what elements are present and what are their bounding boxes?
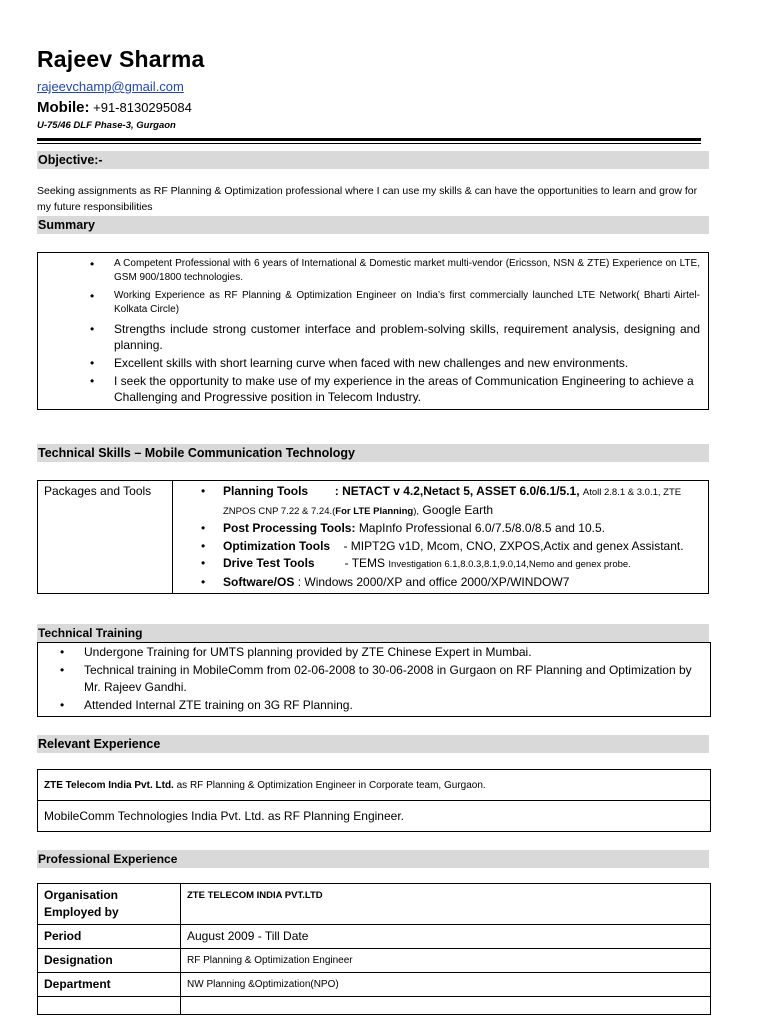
list-item: • Attended Internal ZTE training on 3G RF Planning.	[38, 697, 710, 715]
training-list	[38, 644, 710, 714]
candidate-name: Rajeev Sharma	[37, 46, 205, 72]
list-item: • Undergone Training for UMTS planning provided by ZTE Chinese Expert in Mumbai.	[38, 644, 710, 662]
skills-table	[37, 480, 709, 594]
professional-heading: Professional Experience	[37, 850, 709, 868]
address: U-75/46 DLF Phase-3, Gurgaon	[37, 120, 176, 131]
relevant-table	[37, 769, 711, 832]
list-item: • Strengths include strong customer interface and problem-solving skills, requirement analysis, designing and planning.	[38, 321, 708, 353]
label-empty	[38, 997, 181, 1015]
list-item: • Optimization Tools - MIPT2G v1D, Mcom, CNO, ZXPOS,Actix and genex Assistant.	[173, 538, 704, 556]
list-item: • Drive Test Tools - TEMS Investigation 6.1,8.0.3,8.1,9.0,14,Nemo and genex probe.	[173, 555, 704, 574]
relevant-heading: Relevant Experience	[37, 735, 709, 753]
summary-box	[37, 252, 709, 410]
tools-list	[173, 483, 704, 591]
mobile-label: Mobile:	[37, 99, 90, 116]
list-item: • Planning Tools : NETACT v 4.2,Netact 5, ASSET 6.0/6.1/5.1, Atoll 2.8.1 & 3.0.1, ZTE ZNPOS CNP 7.22 & 7.24.(For LTE Planning), Google Earth	[173, 483, 704, 520]
list-item: • Excellent skills with short learning curve when faced with new challenges and new environments.	[38, 355, 708, 371]
value-department: NW Planning &Optimization(NPO)	[181, 973, 711, 997]
summary-list	[38, 257, 708, 405]
training-heading: Technical Training	[37, 624, 709, 642]
label-period: Period	[38, 925, 181, 949]
email-link[interactable]: rajeevchamp@gmail.com	[37, 79, 184, 94]
label-designation: Designation	[38, 949, 181, 973]
mobile-line	[37, 99, 192, 116]
tools-cell	[173, 481, 709, 594]
relevant-row: MobileComm Technologies India Pvt. Ltd. as RF Planning Engineer.	[38, 801, 711, 832]
professional-table	[37, 883, 711, 1015]
value-designation: RF Planning & Optimization Engineer	[181, 949, 711, 973]
value-period: August 2009 - Till Date	[181, 925, 711, 949]
objective-text: Seeking assignments as RF Planning & Optimization professional where I can use my skills & can have the opportunities to learn and grow for my future responsibilities	[37, 185, 698, 213]
value-empty	[181, 997, 711, 1015]
packages-label: Packages and Tools	[38, 481, 173, 594]
list-item: • Post Processing Tools: MapInfo Professional 6.0/7.5/8.0/8.5 and 10.5.	[173, 520, 704, 538]
label-organisation: Organisation Employed by	[38, 884, 181, 925]
header-divider-thin	[37, 143, 701, 144]
list-item: • Software/OS : Windows 2000/XP and office 2000/XP/WINDOW7	[173, 574, 704, 592]
list-item: • Technical training in MobileComm from 02-06-2008 to 30-06-2008 in Gurgaon on RF Planning and Optimization by Mr. Rajeev Gandhi.	[38, 662, 710, 697]
list-item: • Working Experience as RF Planning & Optimization Engineer on India’s first commercially launched LTE Network( Bharti Airtel-Kolkata Circle)	[38, 289, 708, 317]
objective-heading: Objective:-	[37, 151, 709, 169]
mobile-value: +91-8130295084	[93, 100, 192, 115]
list-item: • I seek the opportunity to make use of my experience in the areas of Communication Engineering to achieve a Challenging and Progressive position in Telecom Industry.	[38, 373, 708, 405]
list-item: • A Competent Professional with 6 years of International & Domestic market multi-vendor (Ericsson, NSN & ZTE) Experience on LTE, GSM 900/1800 technologies.	[38, 257, 708, 285]
relevant-row: ZTE Telecom India Pvt. Ltd. as RF Planning & Optimization Engineer in Corporate team, Gurgaon.	[38, 770, 711, 801]
header-divider	[37, 138, 701, 141]
technical-skills-heading: Technical Skills – Mobile Communication Technology	[37, 444, 709, 462]
label-department: Department	[38, 973, 181, 997]
summary-heading: Summary	[37, 216, 709, 234]
value-organisation: ZTE TELECOM INDIA PVT.LTD	[181, 884, 711, 925]
training-box	[37, 642, 711, 717]
